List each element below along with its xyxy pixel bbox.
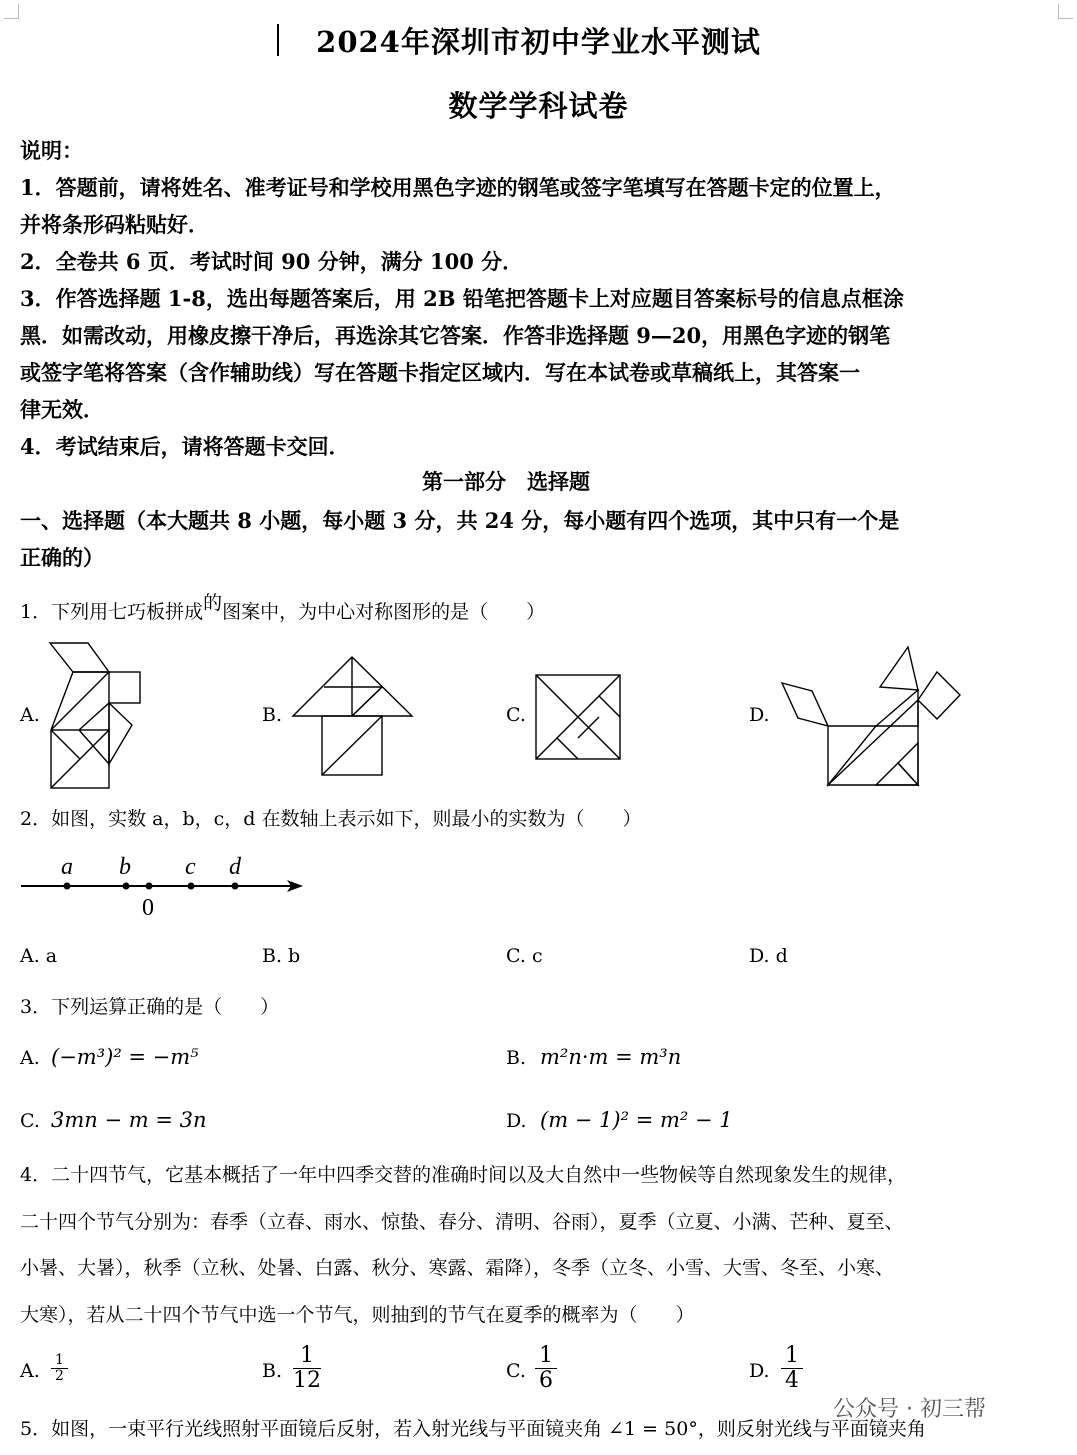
section-heading-line: 正确的） <box>20 545 104 570</box>
page-corner-mark <box>4 4 19 19</box>
section-heading-line: 一、选择题（本大题共 8 小题，每小题 3 分，共 24 分，每小题有四个选项，其中只有一个是 <box>20 508 900 533</box>
number-line <box>15 848 315 924</box>
instructions <box>20 132 1010 465</box>
denominator: 2 <box>55 1368 64 1384</box>
option-d: D. d <box>749 945 788 967</box>
section-heading <box>20 502 1020 576</box>
point-d <box>232 883 239 890</box>
option-label: C. <box>506 1360 526 1382</box>
question-2-stem: 2．如图，实数 a，b，c，d 在数轴上表示如下，则最小的实数为（ ） <box>20 808 642 830</box>
instructions-heading: 说明： <box>20 138 83 163</box>
point-zero <box>146 883 153 890</box>
tangram-b <box>293 657 412 775</box>
denominator: 4 <box>785 1368 799 1393</box>
fraction-b <box>293 1344 321 1393</box>
tangram-a <box>50 643 140 788</box>
point-c <box>188 883 195 890</box>
label-b: b <box>119 854 131 880</box>
fraction-a <box>51 1353 68 1384</box>
denominator: 6 <box>539 1368 553 1393</box>
part-heading: 第一部分 选择题 <box>422 469 590 494</box>
expression-b: m²n·m = m³n <box>540 1045 682 1069</box>
label-zero: 0 <box>142 895 154 921</box>
exam-title: 2024年深圳市初中学业水平测试 <box>316 25 761 59</box>
question-5-stem: 5．如图，一束平行光线照射平面镜后反射，若入射光线与平面镜夹角 ∠1 = 50°，则反射光线与平面镜夹角 <box>20 1418 926 1440</box>
question-text: 图案中，为中心对称图形的是（ ） <box>222 601 546 623</box>
expression-d: (m − 1)² = m² − 1 <box>540 1108 733 1132</box>
instruction-4: 4．考试结束后，请将答题卡交回． <box>20 434 350 459</box>
instruction-1-cont: 并将条形码粘贴好． <box>20 212 209 237</box>
question-text: 1．下列用七巧板拼成 <box>20 601 204 623</box>
question-4-stem <box>20 1152 1060 1338</box>
numerator: 1 <box>781 1344 803 1369</box>
option-label: B. <box>262 704 283 726</box>
instruction-3-cont: 或签字笔将答案（含作辅助线）写在答题卡指定区域内．写在本试卷或草稿纸上，其答案一 <box>20 360 860 385</box>
option-label: C. <box>506 704 526 726</box>
point-b <box>123 883 130 890</box>
option-c: C. c <box>506 945 543 967</box>
question-3-stem: 3．下列运算正确的是（ ） <box>20 996 280 1018</box>
option-label: A. <box>20 1047 40 1069</box>
option-label: D. <box>506 1110 527 1132</box>
page-corner-mark <box>1058 4 1073 19</box>
option-label: D. <box>749 704 770 726</box>
option-label: A. <box>20 1360 40 1382</box>
option-label: B. <box>262 1360 283 1382</box>
numerator: 1 <box>293 1344 321 1369</box>
point-a <box>64 883 71 890</box>
question-text: 小暑、大暑），秋季（立秋、处暑、白露、秋分、寒露、霜降），冬季（立冬、小雪、大雪、冬至、小寒、 <box>20 1257 895 1279</box>
question-text: 大寒），若从二十四个节气中选一个节气，则抽到的节气在夏季的概率为（ ） <box>20 1303 695 1326</box>
label-a: a <box>61 854 73 880</box>
expression-c: 3mn − m = 3n <box>51 1108 207 1132</box>
expression-a: (−m³)² = −m⁵ <box>51 1045 199 1069</box>
option-label: A. <box>20 704 40 726</box>
option-label: B. <box>506 1047 527 1069</box>
numerator: 1 <box>535 1344 557 1369</box>
label-c: c <box>185 854 196 880</box>
numerator: 1 <box>51 1353 68 1369</box>
option-label: C. <box>20 1110 40 1132</box>
instruction-3-cont: 律无效． <box>20 397 104 422</box>
label-d: d <box>229 854 241 880</box>
tangram-figures <box>0 635 1077 795</box>
denominator: 12 <box>293 1368 321 1393</box>
option-label: D. <box>749 1360 770 1382</box>
watermark: 公众号 · 初三帮 <box>833 1397 986 1422</box>
instruction-3-cont: 黑．如需改动，用橡皮擦干净后，再选涂其它答案．作答非选择题 9—20，用黑色字迹的钢笔 <box>20 323 891 348</box>
tangram-c <box>536 675 620 759</box>
option-a: A. a <box>20 945 58 967</box>
fraction-c <box>535 1344 557 1393</box>
instruction-3: 3．作答选择题 1-8，选出每题答案后，用 2B 铅笔把答题卡上对应题目答案标号的信息点框涂 <box>20 286 904 311</box>
option-b: B. b <box>262 945 301 967</box>
exam-subtitle: 数学学科试卷 <box>448 89 629 123</box>
tangram-d <box>782 647 960 785</box>
question-text: 二十四个节气分别为：春季（立春、雨水、惊蛰、春分、清明、谷雨），夏季（立夏、小满、芒种、夏至、 <box>20 1210 904 1233</box>
instruction-1: 1．答题前，请将姓名、准考证号和学校用黑色字迹的钢笔或签字笔填写在答题卡定的位置上， <box>20 175 896 200</box>
question-1-stem <box>20 592 546 624</box>
question-text: 的 <box>203 592 223 614</box>
fraction-d <box>781 1344 803 1393</box>
instruction-2: 2．全卷共 6 页．考试时间 90 分钟，满分 100 分． <box>20 249 524 274</box>
question-text: 4．二十四节气，它基本概括了一年中四季交替的准确时间以及大自然中一些物候等自然现象发生的规律， <box>20 1164 907 1186</box>
